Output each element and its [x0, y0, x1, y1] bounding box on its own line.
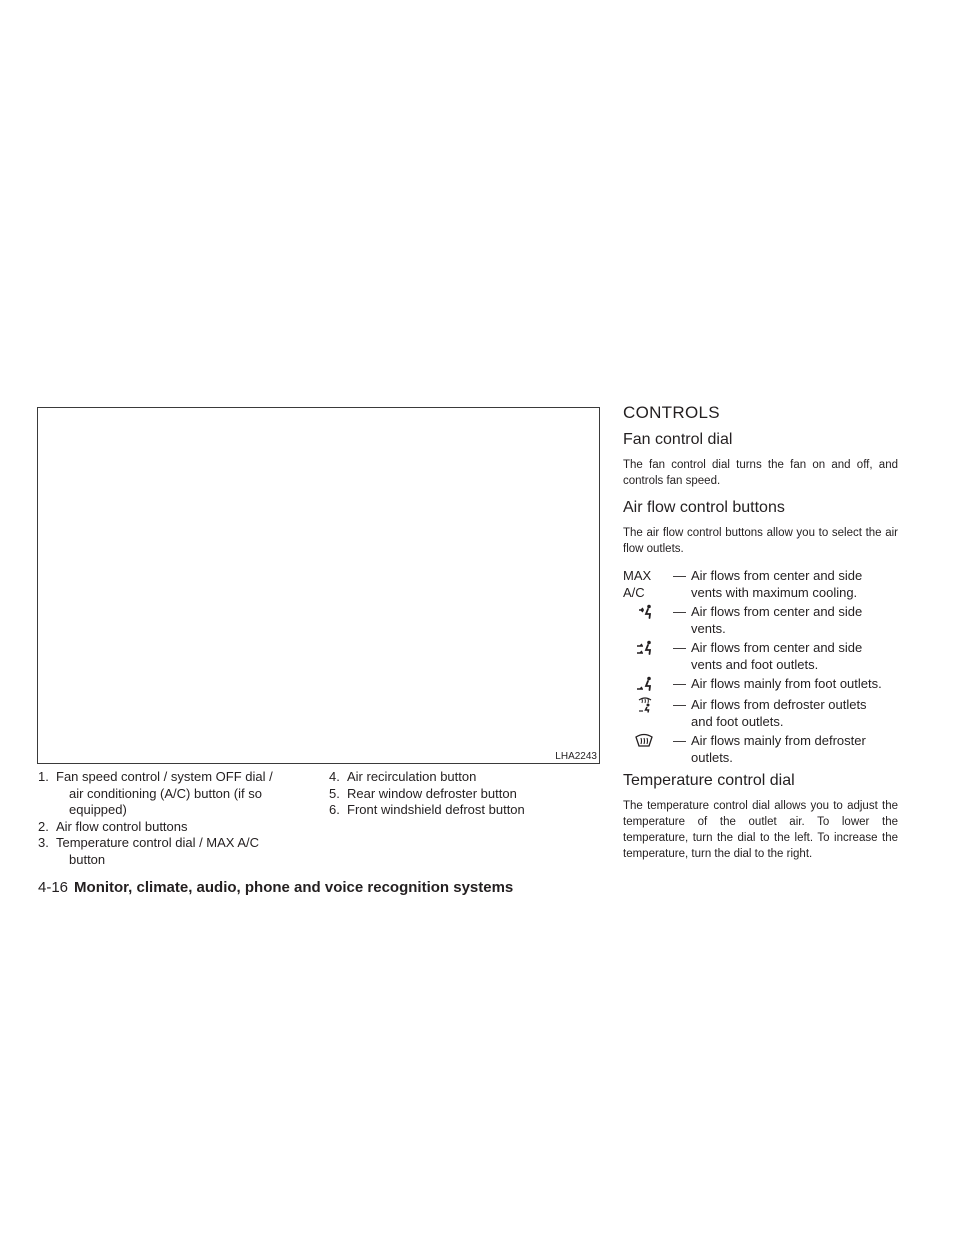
vent-bilevel-icon [625, 640, 653, 656]
airflow-item-max-ac [623, 567, 898, 601]
vent-foot-icon [625, 676, 653, 692]
airflow-item-windshield-defrost [623, 732, 898, 766]
caption-list-left [38, 769, 313, 868]
caption-item-6 [329, 802, 589, 819]
caption-text [56, 819, 313, 836]
airflow-item-bilevel [623, 639, 898, 673]
desc-line: outlets. [691, 750, 733, 765]
airflow-item-defrost-foot [623, 696, 898, 730]
fan-paragraph: The fan control dial turns the fan on and off, and controls fan speed. [623, 459, 898, 487]
desc-line: vents and foot outlets. [691, 657, 819, 672]
windshield-defrost-icon [625, 733, 653, 749]
airflow-description [691, 732, 898, 766]
chapter-title: Monitor, climate, audio, phone and voice recognition systems [74, 879, 514, 896]
caption-number: 6. [329, 802, 340, 817]
page-number: 4-16 [38, 879, 69, 896]
caption-line: Fan speed control / system OFF dial / [56, 769, 273, 784]
illustration-frame [37, 407, 600, 764]
airflow-list [623, 567, 898, 766]
caption-line: equipped) [69, 802, 127, 817]
label-line: A/C [623, 585, 645, 600]
temperature-paragraph: The temperature control dial allows you to adjust the temperature of the outlet air. To lower the temperature, turn the dial to the left. To increase the temperature, turn the dial to the right. [623, 800, 898, 860]
caption-item-3 [38, 835, 313, 868]
caption-item-1 [38, 769, 313, 819]
airflow-description [691, 603, 898, 637]
caption-line: air conditioning (A/C) button (if so [69, 785, 262, 801]
desc-line: Air flows mainly from defroster [691, 733, 866, 748]
label-line: MAX [623, 568, 652, 583]
desc-line: Air flows from center and side [691, 604, 863, 619]
caption-item-4 [329, 769, 589, 786]
temperature-heading: Temperature control dial [623, 772, 795, 789]
desc-line: Air flows from center and side [691, 640, 863, 655]
caption-text: Front windshield defrost button [347, 802, 525, 817]
caption-number: 1. [38, 769, 49, 784]
figure-id: LHA2243 [555, 751, 597, 762]
caption-number: 4. [329, 769, 340, 784]
caption-line: Temperature control dial / MAX A/C [56, 835, 260, 850]
airflow-item-face [623, 603, 898, 637]
airflow-description [691, 567, 898, 601]
airflow-heading: Air flow control buttons [623, 499, 785, 516]
airflow-paragraph: The air flow control buttons allow you to select the air flow outlets. [623, 527, 898, 555]
caption-text: Air recirculation button [347, 769, 477, 784]
caption-item-2 [38, 819, 313, 836]
dash: — [673, 697, 686, 712]
desc-line: and foot outlets. [691, 714, 784, 729]
caption-text: Rear window defroster button [347, 785, 517, 801]
desc-line: Air flows from center and side [691, 568, 863, 583]
caption-list-right [329, 769, 589, 819]
desc-line: vents. [691, 621, 726, 636]
dash: — [673, 676, 686, 691]
caption-number: 5. [329, 785, 340, 801]
caption-line: button [69, 851, 106, 867]
caption-line: Air flow control buttons [56, 818, 188, 834]
caption-item-5 [329, 786, 589, 803]
fan-heading: Fan control dial [623, 431, 733, 448]
caption-text [56, 835, 313, 868]
defrost-foot-icon [625, 697, 653, 713]
airflow-description [691, 675, 898, 692]
dash: — [673, 568, 686, 583]
dash: — [673, 604, 686, 619]
airflow-item-foot [623, 675, 898, 692]
vent-face-icon [625, 604, 653, 620]
airflow-description [691, 696, 898, 730]
airflow-label [623, 567, 659, 601]
caption-text [56, 769, 313, 819]
caption-number: 3. [38, 835, 49, 850]
airflow-description [691, 639, 898, 673]
desc-line: vents with maximum cooling. [691, 585, 858, 600]
dash: — [673, 640, 686, 655]
dash: — [673, 733, 686, 748]
desc-line: Air flows from defroster outlets [691, 697, 867, 712]
page-footer [38, 879, 513, 896]
caption-number: 2. [38, 818, 49, 834]
desc-line: Air flows mainly from foot outlets. [691, 676, 882, 691]
section-heading: CONTROLS [623, 403, 720, 422]
controls-section [623, 403, 898, 872]
